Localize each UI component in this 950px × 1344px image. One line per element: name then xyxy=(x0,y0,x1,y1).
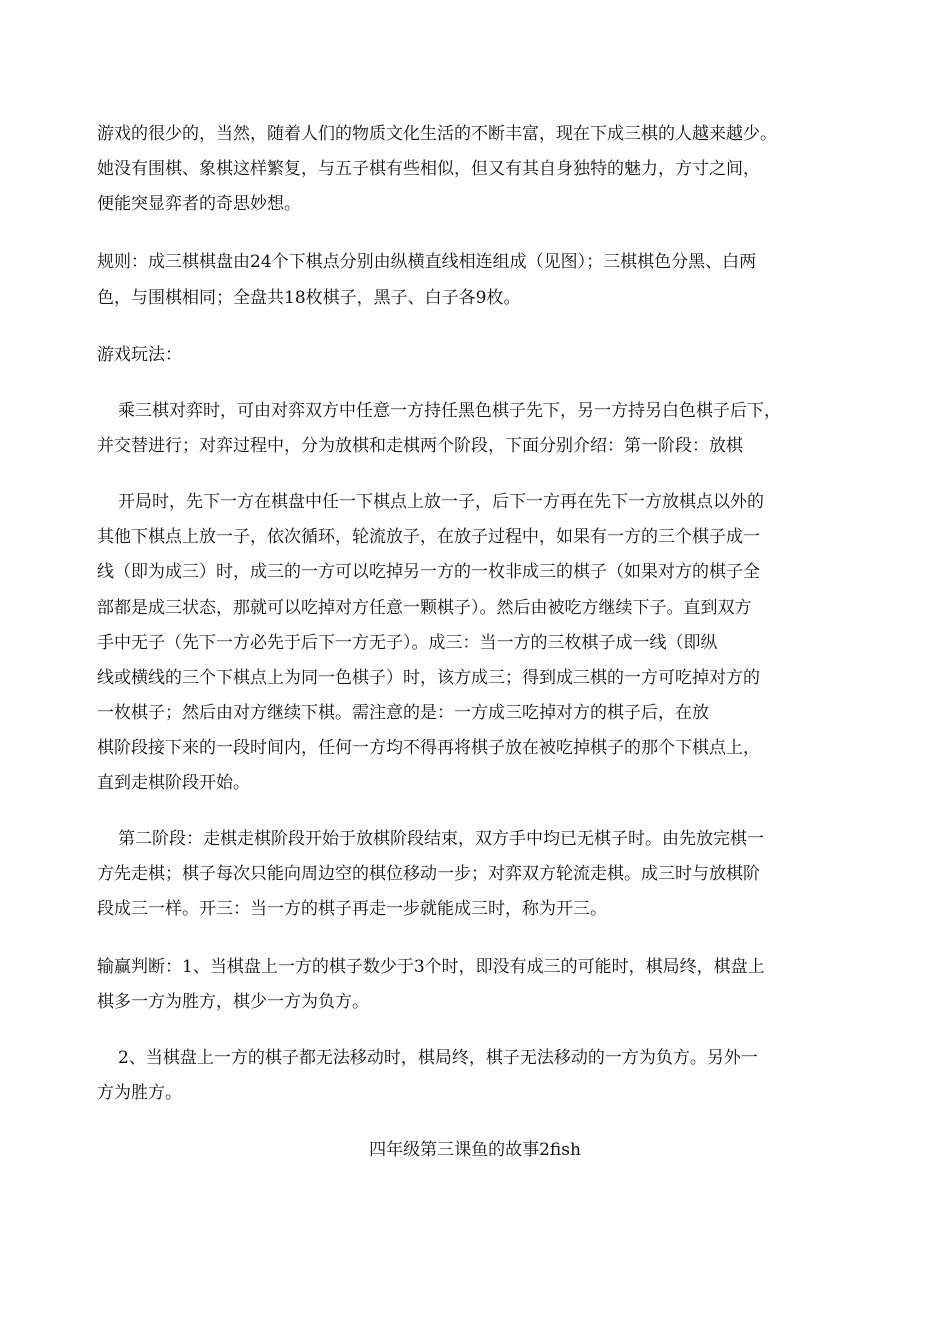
paragraph-intro-line: 她没有围棋、象棋这样繁复，与五子棋有些相似，但又有其自身独特的魅力，方寸之间， xyxy=(97,159,760,179)
paragraph-intro-line: 便能突显弈者的奇思妙想。 xyxy=(97,194,301,214)
paragraph-gameplay-line: 乘三棋对弈时，可由对弈双方中任意一方持任黑色棋子先下，另一方持另白色棋子后下， xyxy=(118,401,781,421)
paragraph-win-loss-two-line: 2、当棋盘上一方的棋子都无法移动时，棋局终，棋子无法移动的一方为负方。另外一 xyxy=(118,1048,758,1068)
paragraph-stage-two-line: 方先走棋；棋子每次只能向周边空的棋位移动一步；对弈双方轮流走棋。成三时与放棋阶 xyxy=(97,864,760,884)
paragraph-stage-one-line: 其他下棋点上放一子，依次循环，轮流放子，在放子过程中，如果有一方的三个棋子成一 xyxy=(97,527,760,547)
paragraph-win-loss-line: 棋多一方为胜方，棋少一方为负方。 xyxy=(97,992,369,1012)
paragraph-intro-line: 游戏的很少的，当然，随着人们的物质文化生活的不断丰富，现在下成三棋的人越来越少。 xyxy=(97,124,777,144)
paragraph-rules-line: 色，与围棋相同；全盘共18枚棋子，黑子、白子各9枚。 xyxy=(97,288,521,308)
paragraph-stage-one-line: 一枚棋子；然后由对方继续下棋。需注意的是：一方成三吃掉对方的棋子后，在放 xyxy=(97,703,709,723)
paragraph-stage-one-line: 开局时，先下一方在棋盘中任一下棋点上放一子，后下一方再在先下一方放棋点以外的 xyxy=(118,492,764,512)
paragraph-stage-one-line: 手中无子（先下一方必先于后下一方无子）。成三：当一方的三枚棋子成一线（即纵 xyxy=(97,633,718,653)
paragraph-win-loss-line: 输赢判断：1、当棋盘上一方的棋子数少于3个时，即没有成三的可能时，棋局终，棋盘上 xyxy=(97,957,765,977)
paragraph-stage-one-line: 部都是成三状态，那就可以吃掉对方任意一颗棋子）。然后由被吃方继续下子。直到双方 xyxy=(97,598,752,618)
paragraph-stage-one-line: 线或横线的三个下棋点上为同一色棋子）时，该方成三；得到成三棋的一方可吃掉对方的 xyxy=(97,668,760,688)
paragraph-stage-two-line: 第二阶段：走棋走棋阶段开始于放棋阶段结束，双方手中均已无棋子时。由先放完棋一 xyxy=(118,829,764,849)
paragraph-stage-one-line: 线（即为成三）时，成三的一方可以吃掉另一方的一枚非成三的棋子（如果对方的棋子全 xyxy=(97,562,760,582)
section-heading-gameplay: 游戏玩法： xyxy=(97,345,182,365)
paragraph-stage-one-line: 棋阶段接下来的一段时间内，任何一方均不得再将棋子放在被吃掉棋子的那个下棋点上， xyxy=(97,738,760,758)
paragraph-rules-line: 规则：成三棋棋盘由24个下棋点分别由纵横直线相连组成（见图）；三棋棋色分黑、白两 xyxy=(97,252,757,272)
paragraph-stage-two-line: 段成三一样。开三：当一方的棋子再走一步就能成三时，称为开三。 xyxy=(97,899,607,919)
paragraph-win-loss-two-line: 方为胜方。 xyxy=(97,1083,182,1103)
next-section-title: 四年级第三课鱼的故事2fish xyxy=(369,1140,581,1160)
paragraph-stage-one-line: 直到走棋阶段开始。 xyxy=(97,773,250,793)
paragraph-gameplay-line: 并交替进行；对弈过程中，分为放棋和走棋两个阶段，下面分别介绍：第一阶段：放棋 xyxy=(97,436,743,456)
